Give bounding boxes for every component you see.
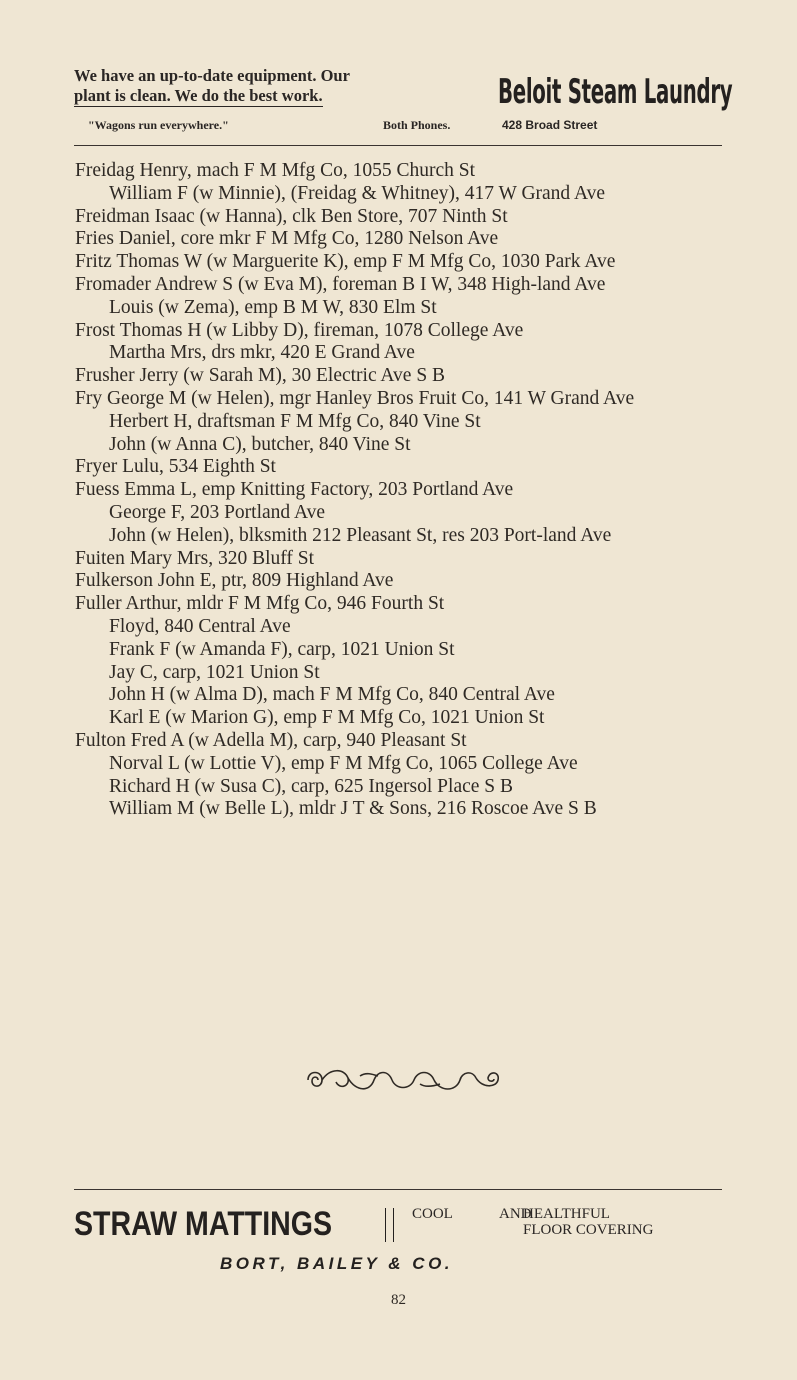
directory-entry: Fuller Arthur, mldr F M Mfg Co, 946 Fourth St — [75, 593, 445, 615]
ad-double-bar — [385, 1208, 394, 1242]
directory-listing — [75, 160, 725, 821]
directory-entry: Fritz Thomas W (w Marguerite K), emp F M Mfg Co, 1030 Park Ave — [75, 251, 616, 273]
directory-entry: Frost Thomas H (w Libby D), fireman, 1078 College Ave — [75, 319, 524, 341]
directory-entry: George F, 203 Portland Ave — [109, 501, 325, 523]
directory-entry: William F (w Minnie), (Freidag & Whitney), 417 W Grand Ave — [109, 182, 606, 204]
page-number: 82 — [391, 1292, 406, 1308]
directory-entry: Fromader Andrew S (w Eva M), foreman B I W, 348 High-land Ave — [75, 273, 606, 295]
directory-entry: Fryer Lulu, 534 Eighth St — [75, 456, 276, 478]
ad-phones-text: Both Phones. — [383, 118, 451, 132]
directory-entry: John (w Helen), blksmith 212 Pleasant St, res 203 Port-land Ave — [109, 524, 612, 546]
ad-slogan-line1: We have an up-to-date equipment. Our — [74, 66, 350, 85]
ornament-flourish-icon — [300, 1064, 510, 1096]
ad-tag-and: AND — [499, 1206, 532, 1222]
ad-wagons-text: "Wagons run everywhere." — [88, 118, 229, 132]
mattings-advertisement — [74, 1196, 722, 1286]
ad-company-name: BORT, BAILEY & CO. — [220, 1254, 454, 1273]
ad-tag-floor-covering: FLOOR COVERING — [523, 1222, 654, 1238]
directory-entry: Jay C, carp, 1021 Union St — [109, 661, 320, 683]
directory-entry: John (w Anna C), butcher, 840 Vine St — [109, 433, 411, 455]
header-divider — [74, 145, 722, 146]
ad-slogan — [74, 66, 439, 107]
directory-entry: Norval L (w Lottie V), emp F M Mfg Co, 1065 College Ave — [109, 752, 578, 774]
directory-entry: Fulton Fred A (w Adella M), carp, 940 Pleasant St — [75, 729, 467, 751]
directory-entry: Floyd, 840 Central Ave — [109, 615, 291, 637]
directory-entry: Freidag Henry, mach F M Mfg Co, 1055 Church St — [75, 160, 476, 181]
directory-entry: Fuess Emma L, emp Knitting Factory, 203 Portland Ave — [75, 479, 514, 501]
directory-entry: Richard H (w Susa C), carp, 625 Ingersol Place S B — [109, 775, 514, 797]
footer-divider — [74, 1189, 722, 1190]
ad-address: 428 Broad Street — [502, 118, 598, 132]
directory-entry: Herbert H, draftsman F M Mfg Co, 840 Vine St — [109, 410, 481, 432]
directory-entry: Fulkerson John E, ptr, 809 Highland Ave — [75, 570, 394, 592]
laundry-brand: Beloit Steam Laundry — [498, 72, 733, 112]
directory-entry: Frusher Jerry (w Sarah M), 30 Electric Ave S B — [75, 365, 446, 387]
directory-entry: Louis (w Zema), emp B M W, 830 Elm St — [109, 296, 437, 318]
directory-entry: John H (w Alma D), mach F M Mfg Co, 840 Central Ave — [109, 684, 555, 706]
directory-entry: Freidman Isaac (w Hanna), clk Ben Store, 707 Ninth St — [75, 205, 508, 227]
directory-entry: Fuiten Mary Mrs, 320 Bluff St — [75, 547, 315, 569]
ad-tag-cool: COOL — [412, 1206, 453, 1222]
directory-entry: Karl E (w Marion G), emp F M Mfg Co, 1021 Union St — [109, 707, 545, 729]
directory-entry: Martha Mrs, drs mkr, 420 E Grand Ave — [109, 342, 415, 364]
ad-tag-healthful: HEALTHFUL — [523, 1206, 610, 1222]
directory-entry: Fry George M (w Helen), mgr Hanley Bros Fruit Co, 141 W Grand Ave — [75, 387, 635, 409]
ad-slogan-line2: plant is clean. We do the best work. — [74, 86, 323, 105]
directory-entry: Frank F (w Amanda F), carp, 1021 Union St — [109, 638, 455, 660]
directory-entry: William M (w Belle L), mldr J T & Sons, 216 Roscoe Ave S B — [109, 798, 597, 820]
directory-entry: Fries Daniel, core mkr F M Mfg Co, 1280 Nelson Ave — [75, 228, 499, 250]
ad-headline: STRAW MATTINGS — [74, 1205, 333, 1243]
